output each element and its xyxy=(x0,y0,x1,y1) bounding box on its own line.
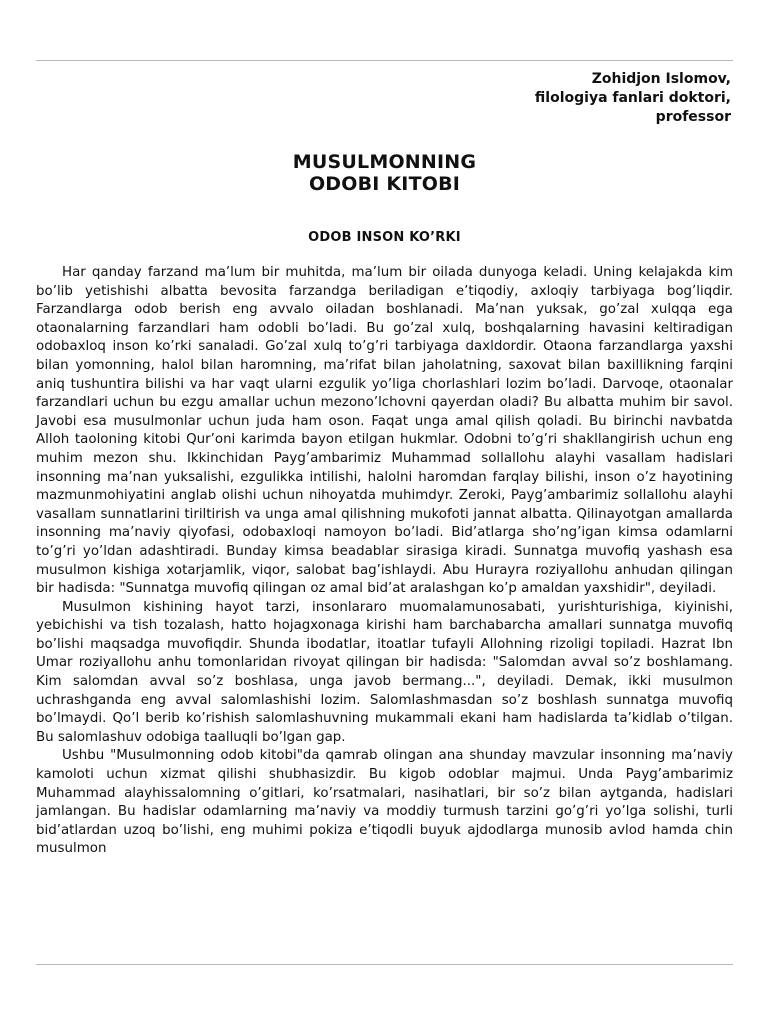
author-degree: filologiya fanlari doktori, xyxy=(534,90,731,106)
author-block xyxy=(36,70,731,127)
book-title-line2: ODOBI KITOBI xyxy=(308,173,461,195)
bottom-divider xyxy=(36,964,733,965)
paragraph-3: Ushbu "Musulmonning odob kitobi"da qamrab olingan ana shunday mavzular insonning ma’naviy kamoloti uchun xizmat qilishi shubhasizdir. Bu kigob odoblar majmui. Unda Payg’ambarimiz Muhammad alayhissalomning o’gitlari, ko’rsatmalari, nasihatlari, bir so’z bilan aytganda, hadislari jamlangan. Bu hadislar odamlarning ma’naviy va moddiy turmush tarzini go’g’ri yo’lga solishi, turli bid’atlardan uzoq bo’lishi, eng muhimi pokiza e’tiqodli buyuk ajdodlarga munosib avlod hamda chin musulmon xyxy=(36,748,733,857)
section-title: ODOB INSON KO’RKI xyxy=(308,230,461,245)
document-page xyxy=(36,70,733,859)
author-name: Zohidjon Islomov, xyxy=(591,71,731,87)
paragraph-1: Har qanday farzand ma’lum bir muhitda, ma’lum bir oilada dunyoga keladi. Uning kelajakda kim bo’lib yetishishi albatta bevosita farzandga beriladigan e’tiqodiy, axloqiy tarbiyaga bog’liqdir. Farzandlarga odob berish eng avvalo oiladan boshlanadi. Ma’nan yuksak, go’zal xulqqa ega otaonalarning farzandlari ham odobli bo’ladi. Bu go’zal xulq, boshqalarning havasini keltiradigan odobaxloq inson ko’rki sanaladi. Go’zal xulq to’g’ri tarbiyaga daxldordir. Otaona farzandlarga yaxshi bilan yomonning, halol bilan haromning, ma’rifat bilan jaholatning, saxovat bilan baxillikning farqini aniq tushuntira bilishi va har vaqt ularni ezgulik yo’liga chorlashlari lozim bo’ladi. Darvoqe, otaonalar farzandlari uchun bu ezgu amallar uchun mezono’lchovni qayerdan oladi? Bu albatta muhim bir savol. Javobi esa musulmonlar uchun juda ham oson. Faqat unga amal qilish qoladi. Bu birinchi navbatda Alloh taoloning kitobi Qur’oni karimda bayon etilgan hukmlar. Odobni to’g’ri shakllangirish uchun eng muhim mezon shu. Ikkinchidan Payg’ambarimiz Muhammad sollallohu alayhi vasallam hadislari insonning ma’nan yuksalishi, ezgulikka intilishi, halolni haromdan farqlay bilishi, inson o’z hayotining mazmunmohiyatini anglab olishi uchun nihoyatda muhimdyr. Zeroki, Payg’ambarimiz sollallohu alayhi vasallam sunnatlarini tiriltirish va unga amal qilishning mukofoti jannat albatta. Qilinayotgan amallarda insonning ma’naviy qiyofasi, odobaxloqi namoyon bo’ladi. Bid’atlarga sho’ng’igan kimsa odamlarni to’g’ri yo’ldan adashtiradi. Bunday kimsa beadablar sirasiga kiradi. Sunnatga muvofiq yashash esa musulmon kishiga xotarjamlik, viqor, salobat bag’ishlaydi. Abu Hurayra roziyallohu anhudan qilingan bir hadisda: "Sunnatga muvofiq qilingan oz amal bid’at aralashgan ko’p amaldan yaxshidir", deyiladi. xyxy=(36,265,733,597)
author-title: professor xyxy=(655,109,731,125)
body-text xyxy=(36,264,733,859)
paragraph-2: Musulmon kishining hayot tarzi, insonlararo muomalamunosabati, yurishturishiga, kiyinishi, yebichishi va tish tozalash, hatto hojagxonaga kirishi ham barchabarcha amallari sunnatga muvofiq bo’lishi maqsadga muvofiqdir. Shunda ibodatlar, itoatlar tufayli Allohning rizoligi topiladi. Hazrat Ibn Umar roziyallohu anhu tomonlaridan rivoyat qilingan bir hadisda: "Salomdan avval so’z boshlamang. Kim salomdan avval so’z boshlasa, unga javob bermang...", deyiladi. Demak, ikki musulmon uchrashganda eng avval salomlashishi lozim. Salomlashmasdan so’z boshlash sunnatga muvofiq bo’lmaydi. Qo’l berib ko’rishish salomlashuvning mukammali ekani ham hadislarda ta’kidlab o’tilgan. Bu salomlashuv odobiga taalluqli bo’lgan gap. xyxy=(36,599,733,745)
book-title xyxy=(36,151,733,195)
book-title-line1: MUSULMONNING xyxy=(292,151,477,173)
top-divider xyxy=(36,60,733,61)
